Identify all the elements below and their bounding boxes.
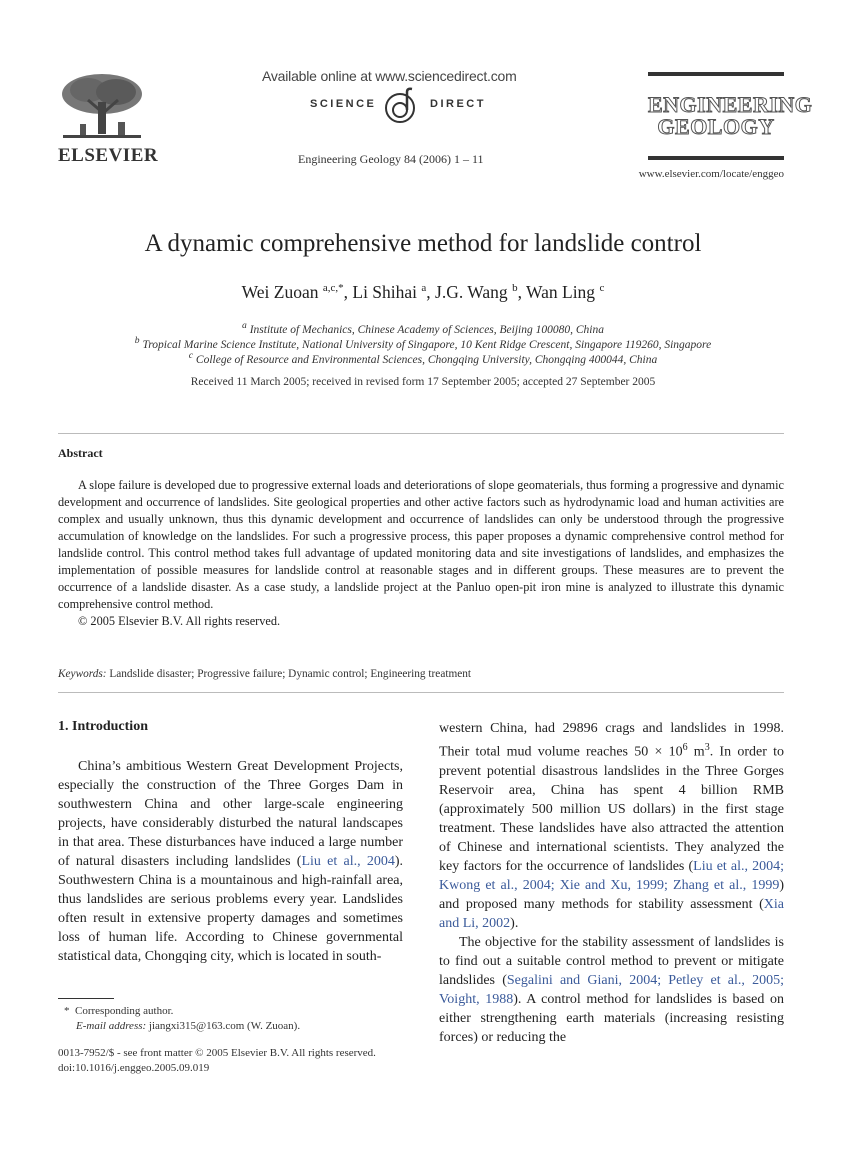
citation-link[interactable]: Xia and Li, 2002 xyxy=(439,896,784,931)
author-name: Li Shihai xyxy=(352,282,422,302)
article-title: A dynamic comprehensive method for landslide control xyxy=(144,230,702,257)
author-separator: , xyxy=(426,282,436,302)
affiliation-text: Institute of Mechanics, Chinese Academy of Sciences, Beijing 100080, China xyxy=(249,323,604,336)
author-affiliation-marker: a xyxy=(421,282,427,295)
citation-link[interactable]: Segalini and Giani, 2004; Petley et al., 2005; Voight, 1988 xyxy=(439,972,785,1007)
section-heading: 1. Introduction xyxy=(58,719,148,734)
abstract-text: A slope failure is developed due to progressive external loads and deteriorations of slope geomaterials, thus forming a progressive and dynamic development and occurrence of landslides. Site geological properties and other active factors such as hydrodynamic load and human activities are complex and usually unknown, thus this dynamic development and occurrence of landslides can only be understood through the progressive accumulation of knowledge on the landslides. For such a progressive process, this paper proposes a dynamic comprehensive control method for landslide control. This control method takes full advantage of updated monitoring data and site investigations of landslides, and emphasizes the implementation of possible measures for landslide control at reasonable stages and in different groups. These measures are to prevent the occurrence of a landslide disaster. As a case study, a landslide project at the Panluo open-pit iron mine is analyzed to illustrate this dynamic comprehensive control method. xyxy=(58,478,784,611)
journal-title-line1: ENGINEERING xyxy=(648,92,813,117)
affiliation-marker: c xyxy=(188,350,194,361)
journal-title-logo xyxy=(648,92,813,139)
doi-line[interactable]: doi:10.1016/j.enggeo.2005.09.019 xyxy=(58,1062,210,1074)
affiliation-marker: a xyxy=(242,320,247,331)
journal-top-bar xyxy=(648,72,784,76)
affiliation-text: College of Resource and Environmental Sciences, Chongqing University, Chongqing 400044, China xyxy=(195,353,658,366)
affiliation-a xyxy=(0,320,846,336)
paragraph xyxy=(439,719,784,933)
paragraph-text: ). A control method for landslides is based on either strengthening earth materials (increasing resisting forces) or reducing the xyxy=(439,991,784,1045)
email-address[interactable]: jiangxi315@163.com (W. Zuoan). xyxy=(148,1020,301,1032)
copyright-line: © 2005 Elsevier B.V. All rights reserved. xyxy=(78,614,281,628)
divider xyxy=(58,433,784,434)
journal-reference: Engineering Geology 84 (2006) 1 – 11 xyxy=(298,152,484,166)
author-name: Wei Zuoan xyxy=(241,282,323,302)
publisher-wordmark: ELSEVIER xyxy=(58,145,159,166)
paragraph xyxy=(439,933,784,1047)
paragraph-text: The objective for the stability assessment of landslides is to find out a suitable control method to prevent or mitigate landslides ( xyxy=(439,934,784,988)
abstract-body xyxy=(58,477,784,630)
author-separator: , xyxy=(343,282,353,302)
author-separator: , xyxy=(517,282,526,302)
journal-bottom-bar xyxy=(648,156,784,160)
superscript: 3 xyxy=(704,742,710,753)
footnote-rule xyxy=(58,998,114,999)
citation-link[interactable]: Liu et al., 2004; Kwong et al., 2004; Xie and Xu, 1999; Zhang et al., 1999 xyxy=(439,858,784,893)
footnote-email xyxy=(76,1020,300,1032)
corresponding-text: Corresponding author. xyxy=(75,1005,174,1017)
affiliation-b xyxy=(0,335,846,351)
author-affiliation-marker: c xyxy=(599,282,605,295)
keywords-label: Keywords: xyxy=(58,668,107,680)
paragraph-text: ) and proposed many methods for stability assessment ( xyxy=(439,877,784,912)
email-label: E-mail address: xyxy=(76,1020,147,1032)
keywords-line xyxy=(58,668,471,680)
paragraph-text: western China, had 29896 crags and landslides in 1998. Their total mud volume reaches 50 × 10 xyxy=(439,721,784,760)
author-list xyxy=(0,282,846,303)
right-column xyxy=(439,719,784,1047)
author-affiliation-marker: a,c,* xyxy=(322,282,344,295)
affiliation-text: Tropical Marine Science Institute, National University of Singapore, 10 Kent Ridge Crescent, Singapore 119260, Singapore xyxy=(142,338,712,351)
citation-link[interactable]: Liu et al., 2004 xyxy=(301,854,395,869)
superscript: 6 xyxy=(682,742,688,753)
available-online-text: Available online at www.sciencedirect.com xyxy=(262,68,517,84)
abstract-heading: Abstract xyxy=(58,446,103,460)
paragraph-text: m xyxy=(687,744,705,760)
keywords-text: Landslide disaster; Progressive failure; Dynamic control; Engineering treatment xyxy=(109,668,472,680)
direct-word: DIRECT xyxy=(430,98,486,110)
paragraph-text: ). Southwestern China is a mountainous and high-rainfall area, thus landslides are serious problems every year. Landslides often result in extensive property damages and sometimes loss of human life. According to Chinese governmental statistical data, Chongqing city, which is located in south- xyxy=(58,854,403,964)
affiliation-marker: b xyxy=(134,335,140,346)
left-column xyxy=(58,757,403,966)
author-affiliation-marker: b xyxy=(512,282,518,295)
author-name: Wan Ling xyxy=(526,282,600,302)
science-word: SCIENCE xyxy=(310,98,377,110)
footnote-corresponding xyxy=(64,1005,173,1017)
received-dates: Received 11 March 2005; received in revised form 17 September 2005; accepted 27 September 2005 xyxy=(190,376,656,388)
footnote-star: * xyxy=(64,1005,70,1017)
paragraph-text: ). xyxy=(510,915,519,931)
paragraph-text: China’s ambitious Western Great Development Projects, especially the construction of the Three Gorges Dam in southwestern China and other large-scale engineering projects, have considerably disturbed the natural landscapes in that area. These disturbances have induced a large number of natural disasters including landslides ( xyxy=(58,759,403,869)
paragraph xyxy=(58,757,403,966)
issn-line: 0013-7952/$ - see front matter © 2005 Elsevier B.V. All rights reserved. xyxy=(58,1047,376,1059)
journal-title-line2: GEOLOGY xyxy=(657,114,775,139)
affiliation-c xyxy=(0,350,846,366)
elsevier-tree-logo xyxy=(58,72,146,142)
journal-url[interactable]: www.elsevier.com/locate/enggeo xyxy=(638,168,784,180)
sciencedirect-d-logo xyxy=(376,86,426,126)
author-name: J.G. Wang xyxy=(435,282,513,302)
paragraph-text: . In order to prevent potential disastrous landslides in the Three Gorges Reservoir area, China has spent 4 billion RMB (approximately 500 million US dollars) in the first stage treatment. These landslides have also attracted the attention of Chinese and international scientists. They analyzed the key factors for the occurrence of landslides ( xyxy=(439,744,784,874)
divider xyxy=(58,692,784,693)
